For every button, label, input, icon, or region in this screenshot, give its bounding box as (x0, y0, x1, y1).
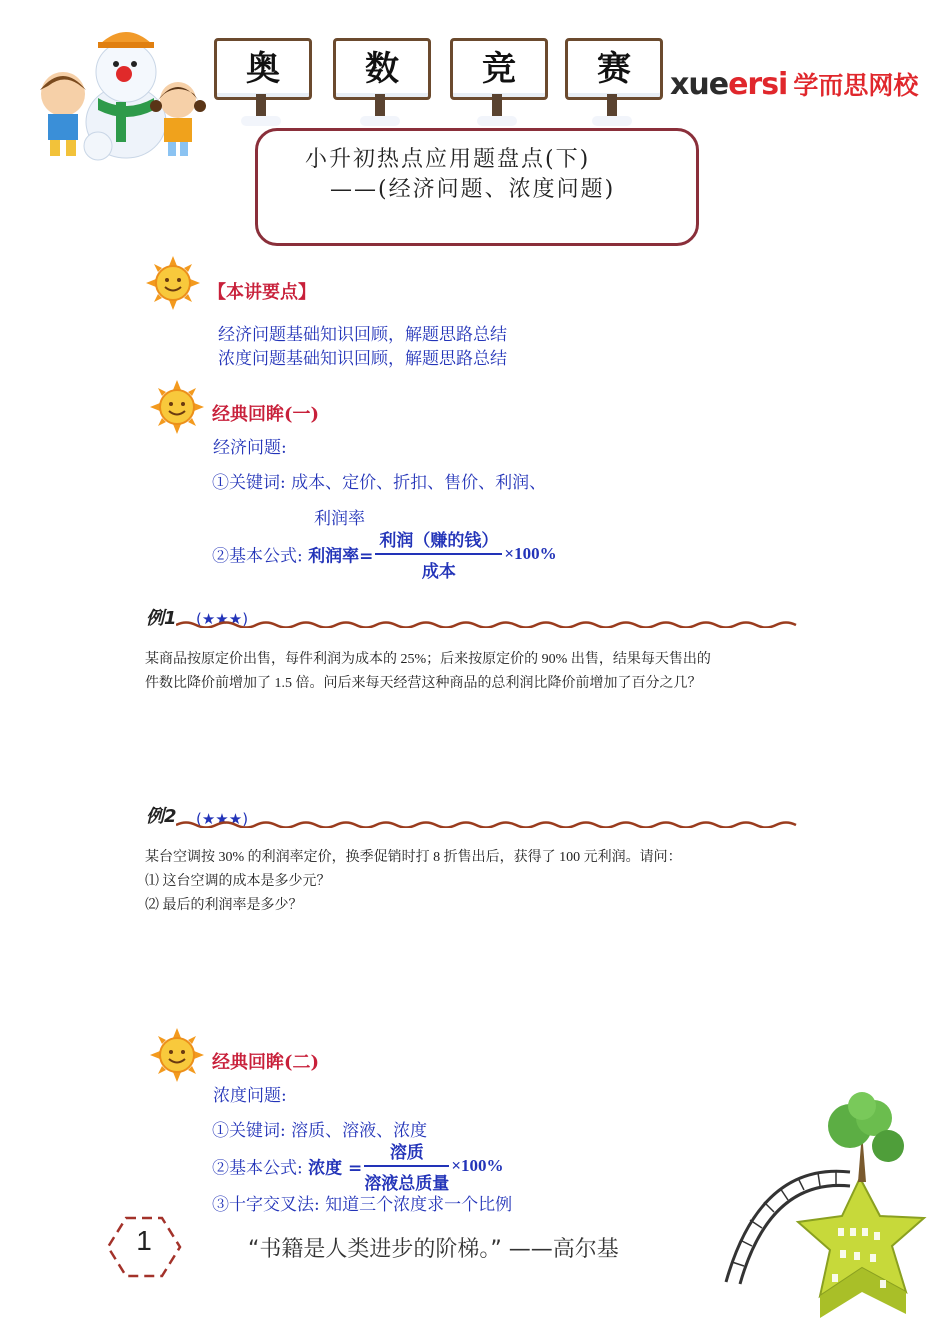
review1-heading: 经典回眸(一) (212, 404, 320, 425)
sun-icon (146, 256, 200, 310)
footer-quote: “书籍是人类进步的阶梯。” ——高尔基 (248, 1237, 619, 1262)
example2-text: 某台空调按 30% 的利润率定价，换季促销时打 8 折售出后，获得了 100 元利润。请问： ⑴ 这台空调的成本是多少元？ ⑵ 最后的利润率是多少？ (145, 850, 682, 913)
sign-shu: 数 (333, 38, 431, 100)
star-tree-illustration (720, 1092, 942, 1336)
sign-ao: 奥 (214, 38, 312, 100)
page-title: 小升初热点应用题盘点(下) (305, 147, 591, 172)
review1-keywords-cont: 利润率 (314, 509, 365, 529)
review2-heading: 经典回眸(二) (212, 1052, 320, 1073)
page-number: 1 (136, 1225, 152, 1256)
page-subtitle: ——(经济问题、浓度问题) (330, 177, 616, 202)
key-point-item: 经济问题基础知识回顾，解题思路总结 (218, 325, 507, 345)
example2-label: 例2 (146, 806, 177, 827)
example1-label: 例1 (146, 608, 177, 629)
example1-text: 某商品按原定价出售，每件利润为成本的 25%；后来按原定价的 90% 出售，结果每天售出的 件数比降价前增加了 1.5 倍。问后来每天经营这种商品的总利润比降价前增加了百分之几？ (145, 652, 711, 691)
review1-subtitle: 经济问题: (213, 438, 287, 458)
review2-subtitle: 浓度问题: (213, 1086, 287, 1106)
divider-line (176, 820, 806, 828)
sun-icon (150, 380, 204, 434)
brand-logo: xueersi 学而思网校 (670, 67, 919, 102)
snowman-kids-illustration (18, 14, 208, 164)
sun-icon (150, 1028, 204, 1082)
review1-keywords: ①关键词: 成本、定价、折扣、售价、利润、 (212, 473, 547, 493)
divider-line (176, 620, 806, 628)
review2-cross-method: ③十字交叉法: 知道三个浓度求一个比例 (212, 1195, 513, 1215)
sign-jing: 竞 (450, 38, 548, 100)
example2-difficulty: (★★★) (196, 810, 249, 828)
key-point-item: 浓度问题基础知识回顾，解题思路总结 (218, 349, 507, 369)
key-points-heading: 【本讲要点】 (208, 282, 316, 303)
review1-formula: ②基本公式: 利润率= $\frac{\text{利润（赚的钱）}}{\text{成本}}$ ×100% (212, 526, 557, 582)
sign-sai: 赛 (565, 38, 663, 100)
review2-keywords: ①关键词: 溶质、溶液、浓度 (212, 1121, 428, 1141)
example1-difficulty: (★★★) (196, 610, 249, 628)
review2-formula: ②基本公式: 浓度 = $\frac{\text{溶质}}{\text{溶液总质量}}$ ×100% (212, 1138, 504, 1194)
